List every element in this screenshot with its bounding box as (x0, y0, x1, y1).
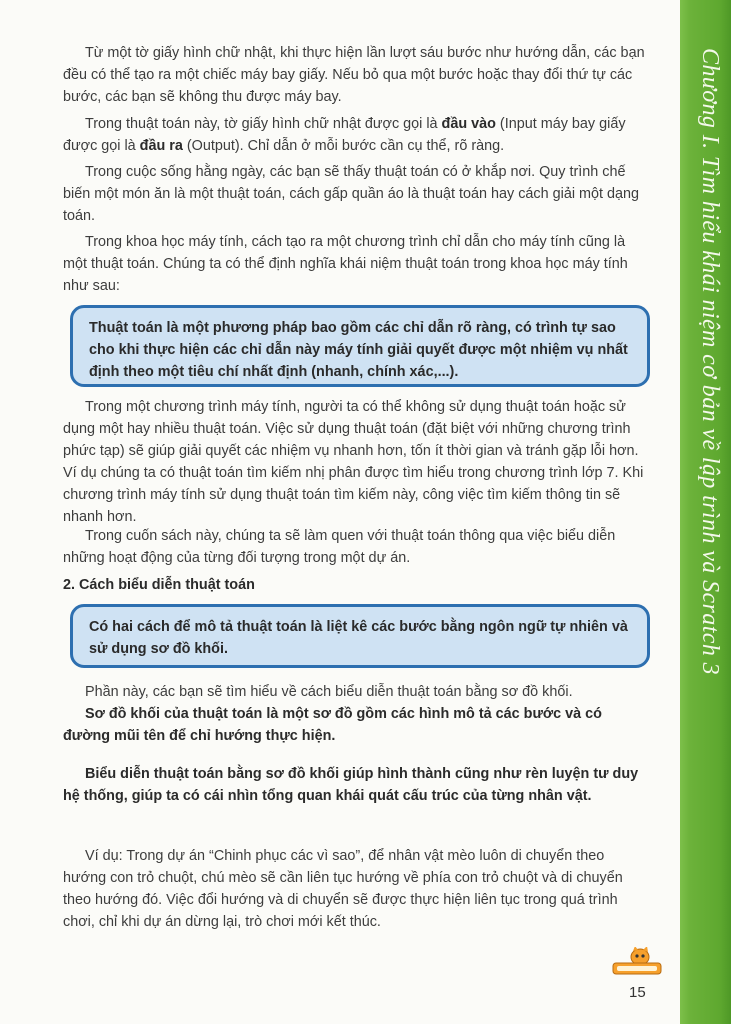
paragraph-4-block (63, 231, 647, 297)
chapter-title: Chương I. Tìm hiểu khái niệm cơ bản về lập trình và Scratch 3 (697, 48, 723, 676)
paragraph-3: Trong cuộc sống hằng ngày, các bạn sẽ thấy thuật toán có ở khắp nơi. Quy trình chế biến một món ăn là một thuật toán, cách gấp quần áo là thuật toán hay cách giải một dạng toán. (63, 164, 640, 224)
paragraph-1-block (63, 42, 647, 108)
paragraph-3-block (63, 161, 647, 227)
paragraph-2 (63, 113, 647, 157)
paragraph-4: Trong khoa học máy tính, cách tạo ra một chương trình chỉ dẫn cho máy tính cũng là một thuật toán. Chúng ta có thể định nghĩa khái niệm thuật toán trong khoa học máy tính như sau: (63, 234, 628, 294)
term-output: đầu ra (139, 138, 183, 154)
paragraph-2-text-a: Trong thuật toán này, tờ giấy hình chữ nhật được gọi là (85, 116, 442, 132)
paragraph-8: Sơ đồ khối của thuật toán là một sơ đồ gồm các hình mô tả các bước và có đường mũi tên để chỉ hướng thực hiện. (63, 706, 602, 744)
scratch-cat-logo-icon (611, 947, 663, 975)
paragraph-1: Từ một tờ giấy hình chữ nhật, khi thực hiện lần lượt sáu bước như hướng dẫn, các bạn đều có thể tạo ra một chiếc máy bay giấy. Nếu bỏ qua một bước hoặc thay đổi thứ tự các bước, các bạn sẽ không thu được máy bay. (63, 45, 645, 105)
page-number: 15 (629, 984, 646, 1001)
paragraph-2-text-c: (Input máy bay giấy được gọi là (63, 116, 626, 154)
paragraph-5-block (63, 396, 647, 528)
paragraph-8-block (63, 703, 647, 747)
paragraph-9: Biểu diễn thuật toán bằng sơ đồ khối giúp hình thành cũng như rèn luyện tư duy hệ thống, giúp ta có cái nhìn tổng quan khái quát cấu trúc của từng nhân vật. (63, 766, 639, 804)
paragraph-10-block (63, 845, 647, 933)
paragraph-7-block (63, 681, 647, 703)
paragraph-9-block (63, 763, 647, 807)
section-heading: 2. Cách biểu diễn thuật toán (63, 577, 255, 593)
term-input: đầu vào (441, 116, 496, 132)
paragraph-6-block (63, 525, 647, 569)
paragraph-2-block (63, 113, 647, 157)
paragraph-7: Phần này, các bạn sẽ tìm hiểu về cách biểu diễn thuật toán bằng sơ đồ khối. (85, 684, 573, 700)
paragraph-5: Trong một chương trình máy tính, người ta có thể không sử dụng thuật toán hoặc sử dụng một hay nhiều thuật toán. Việc sử dụng thuật toán (đặt biệt với những chương trình phức tạp) sẽ giúp giải quyết các nhiệm vụ nhanh hơn, tốn ít thời gian và tránh gặp lỗi hơn. Ví dụ chúng ta có thuật toán tìm kiếm nhị phân được tìm hiểu trong chương trình lớp 7. Khi chương trình máy tính sử dụng thuật toán tìm kiếm này, công việc tìm kiếm thông tin sẽ nhanh hơn. (63, 399, 644, 525)
paragraph-10: Ví dụ: Trong dự án “Chinh phục các vì sao”, để nhân vật mèo luôn di chuyển theo hướng con trỏ chuột, chú mèo sẽ cần liên tục hướng về phía con trỏ chuột và di chuyển theo hướng đó. Việc đổi hướng và di chuyển sẽ được thực hiện liên tục trong quá trình chơi, chỉ khi dự án dừng lại, trò chơi mới kết thúc. (63, 848, 623, 930)
paragraph-2-text-e: (Output). Chỉ dẫn ở mỗi bước cần cụ thể, rõ ràng. (182, 138, 505, 154)
paragraph-6: Trong cuốn sách này, chúng ta sẽ làm quen với thuật toán thông qua việc biểu diễn những hoạt động của từng đối tượng trong một dự án. (63, 528, 616, 566)
summary-box: Có hai cách để mô tả thuật toán là liệt kê các bước bằng ngôn ngữ tự nhiên và sử dụng sơ đồ khối. (70, 604, 650, 668)
definition-box: Thuật toán là một phương pháp bao gồm các chỉ dẫn rõ ràng, có trình tự sao cho khi thực hiện các chỉ dẫn này máy tính giải quyết được một nhiệm vụ nhất định theo một tiêu chí nhất định (nhanh, chính xác,...). (70, 305, 650, 387)
